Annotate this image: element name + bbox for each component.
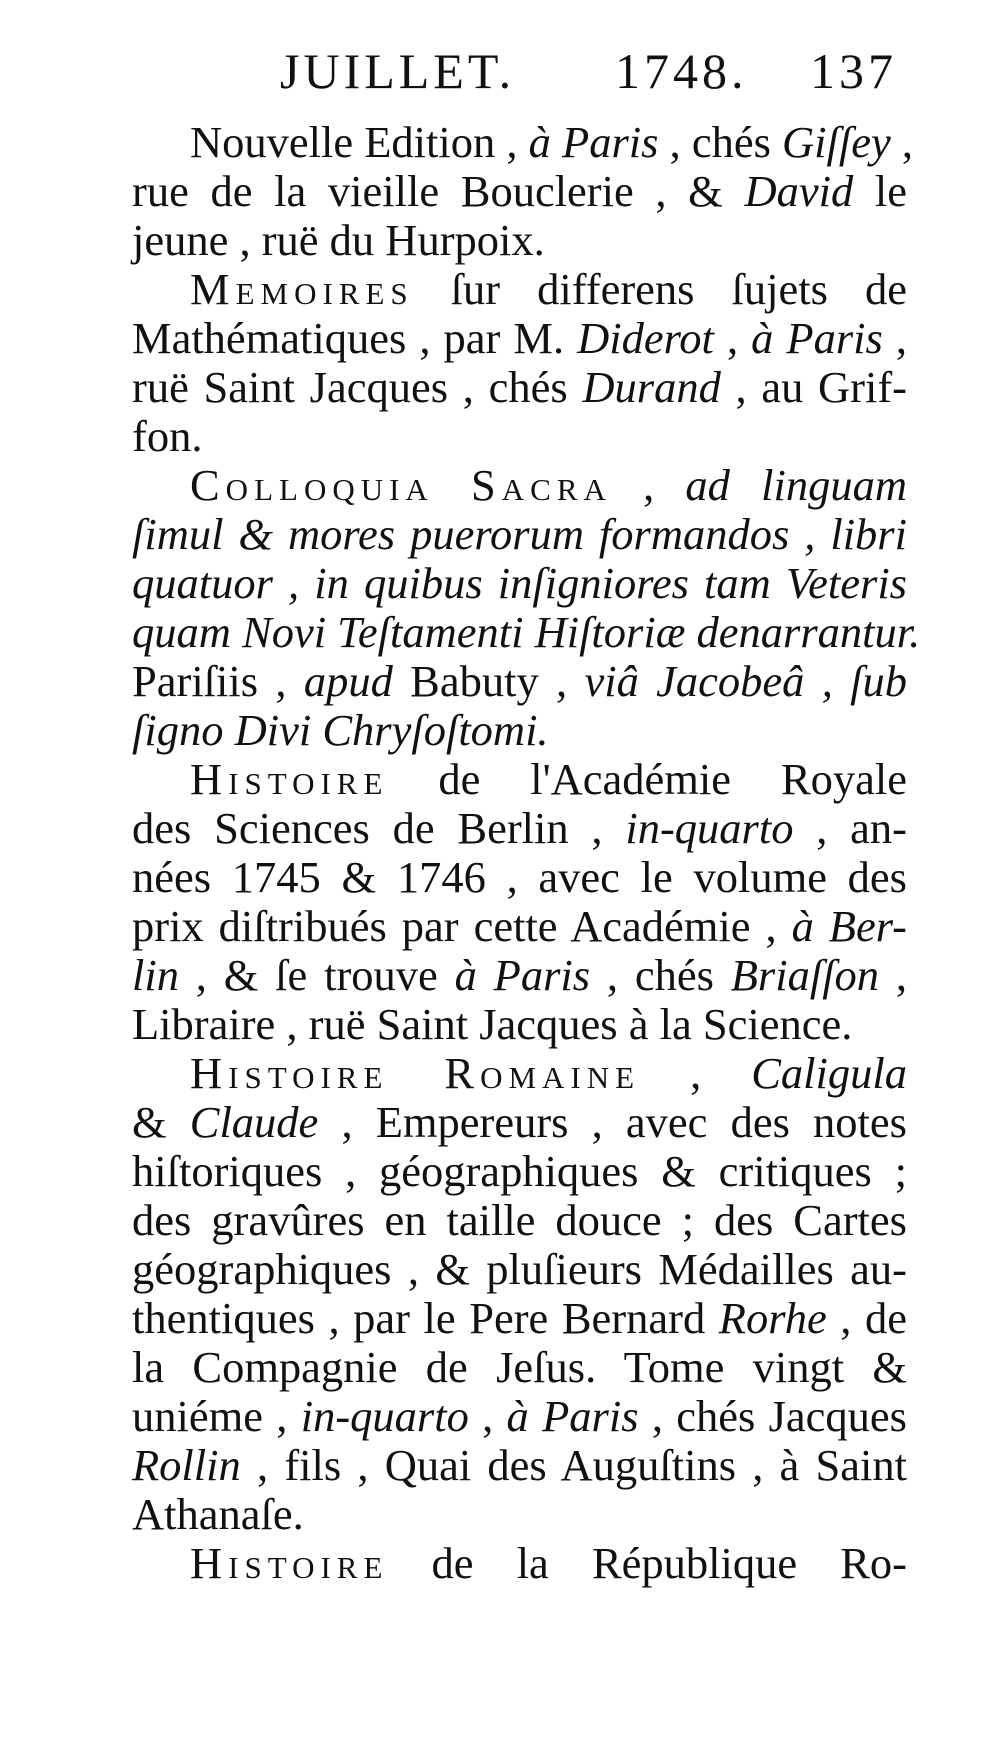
- text-run: , chés: [590, 950, 731, 1000]
- text-line: [132, 951, 907, 1000]
- text-line: [132, 1294, 907, 1343]
- text-run: , chés Jacques: [638, 1391, 907, 1441]
- italic-run: quatuor , in quibus inſigniores tam Veteris: [132, 558, 907, 608]
- text-line: [132, 1000, 907, 1049]
- text-line: [132, 804, 907, 853]
- italic-run: Rorhe: [718, 1293, 827, 1343]
- text-line: [132, 657, 907, 706]
- text-run: géographiques , & pluſieurs Médailles au-: [132, 1244, 907, 1294]
- text-line: [132, 755, 907, 804]
- italic-run: à Paris: [454, 950, 591, 1000]
- running-head-year: 1748.: [615, 43, 748, 99]
- text-run: ,: [468, 1391, 507, 1441]
- italic-run: Briaſſon: [730, 950, 880, 1000]
- catalogue-entry: [132, 1539, 907, 1588]
- text-line: [132, 1147, 907, 1196]
- text-run: ruë Saint Jacques , chés: [132, 362, 583, 412]
- text-run: Mathématiques , par M.: [132, 313, 578, 363]
- catalogue-entry: [132, 460, 921, 755]
- text-run: ,: [890, 117, 914, 167]
- text-run: &: [132, 1097, 190, 1147]
- text-run: des gravûres en taille douce ; des Cartes: [132, 1195, 907, 1245]
- text-run: jeune , ruë du Hurpoix.: [132, 215, 545, 265]
- text-run: , chés: [658, 117, 783, 167]
- italic-run: Diderot: [577, 313, 714, 363]
- text-run: prix diſtribués par cette Académie ,: [132, 901, 792, 951]
- text-run: Pariſiis ,: [132, 656, 304, 706]
- text-run: thentiques , par le Pere Bernard: [132, 1293, 719, 1343]
- italic-run: Durand: [582, 362, 721, 412]
- text-run: rue de la vieille Bouclerie , &: [132, 166, 745, 216]
- text-line: [132, 1441, 907, 1490]
- page-number: 137: [810, 43, 897, 99]
- text-run: Nouvelle Edition ,: [190, 117, 529, 167]
- text-run: , & ſe trouve: [178, 950, 455, 1000]
- running-head: [270, 42, 910, 112]
- text-run: fon.: [132, 411, 203, 461]
- italic-run: quam Novi Teſtamenti Hiſtoriæ denarrantur.: [132, 607, 921, 657]
- catalogue-entry: [132, 1049, 907, 1539]
- text-run: ,: [611, 460, 686, 510]
- catalogue-entry: [132, 755, 907, 1049]
- entry-heading: Histoire: [190, 754, 389, 804]
- italic-run: Giſſey: [782, 117, 891, 167]
- text-line: [132, 1098, 907, 1147]
- text-line: [132, 216, 907, 265]
- text-line: [132, 1392, 907, 1441]
- text-line: [132, 706, 907, 755]
- text-run: , an-: [793, 803, 908, 853]
- text-run: Libraire , ruë Saint Jacques à la Science.: [132, 999, 853, 1049]
- text-run: ,: [882, 313, 908, 363]
- text-run: , de: [826, 1293, 907, 1343]
- text-body: [132, 117, 921, 1588]
- text-run: , Empereurs , avec des notes: [318, 1097, 907, 1147]
- entry-heading: Histoire: [190, 1538, 389, 1588]
- text-line: [132, 510, 907, 559]
- text-line: [132, 853, 907, 902]
- text-run: de la République Ro-: [388, 1538, 907, 1588]
- text-run: de l'Académie Royale: [388, 754, 907, 804]
- text-line: [132, 363, 907, 412]
- text-line: [132, 1539, 907, 1588]
- italic-run: ſigno Divi Chryſoſtomi.: [132, 705, 549, 755]
- italic-run: lin: [132, 950, 179, 1000]
- text-line: [132, 559, 907, 608]
- text-run: uniéme ,: [132, 1391, 301, 1441]
- text-run: le: [853, 166, 907, 216]
- italic-run: Claude: [189, 1097, 319, 1147]
- italic-run: à Paris: [506, 1391, 639, 1441]
- text-line: [132, 461, 907, 510]
- italic-run: viâ Jacobeâ , ſub: [584, 656, 907, 706]
- text-line: [132, 1196, 907, 1245]
- text-line: [132, 1490, 907, 1539]
- text-line: [132, 412, 907, 461]
- text-line: [132, 1343, 907, 1392]
- italic-run: à Paris: [751, 313, 883, 363]
- italic-run: ad linguam: [685, 460, 907, 510]
- text-line: [132, 902, 907, 951]
- text-line: [132, 1245, 907, 1294]
- entry-heading: Histoire Romaine: [190, 1048, 641, 1098]
- italic-run: in-quarto: [300, 1391, 469, 1441]
- text-line: [132, 265, 907, 314]
- text-run: , fils , Quai des Auguſtins , à Saint: [240, 1440, 907, 1490]
- text-run: hiſtoriques , géographiques & critiques ;: [132, 1146, 907, 1196]
- text-line: [132, 607, 921, 657]
- italic-run: in-quarto: [625, 803, 794, 853]
- text-run: ,: [640, 1048, 752, 1098]
- catalogue-entry: [132, 265, 907, 461]
- entry-heading: Memoires: [190, 264, 414, 314]
- text-run: Babuty ,: [392, 656, 585, 706]
- text-run: ſur differens ſujets de: [413, 264, 907, 314]
- italic-run: David: [744, 166, 854, 216]
- catalogue-entry: [132, 117, 914, 265]
- text-run: des Sciences de Berlin ,: [132, 803, 626, 853]
- text-run: ,: [879, 950, 907, 1000]
- entry-heading: Colloquia Sacra: [190, 460, 612, 510]
- text-run: nées 1745 & 1746 , avec le volume des: [132, 852, 907, 902]
- text-line: [132, 167, 907, 216]
- italic-run: Caligula: [751, 1048, 907, 1098]
- text-line: [132, 1049, 907, 1098]
- text-run: la Compagnie de Jeſus. Tome vingt &: [132, 1342, 907, 1392]
- italic-run: apud: [303, 656, 393, 706]
- text-run: , au Grif-: [720, 362, 907, 412]
- text-run: Athanaſe.: [132, 1489, 304, 1539]
- text-line: [132, 314, 907, 363]
- italic-run: Rollin: [132, 1440, 241, 1490]
- italic-run: à Paris: [528, 117, 659, 167]
- italic-run: ſimul & mores puerorum formandos , libri: [132, 509, 907, 559]
- text-line: [132, 117, 914, 167]
- text-run: ,: [713, 313, 752, 363]
- italic-run: à Ber-: [791, 901, 907, 951]
- running-head-title: JUILLET.: [280, 43, 516, 99]
